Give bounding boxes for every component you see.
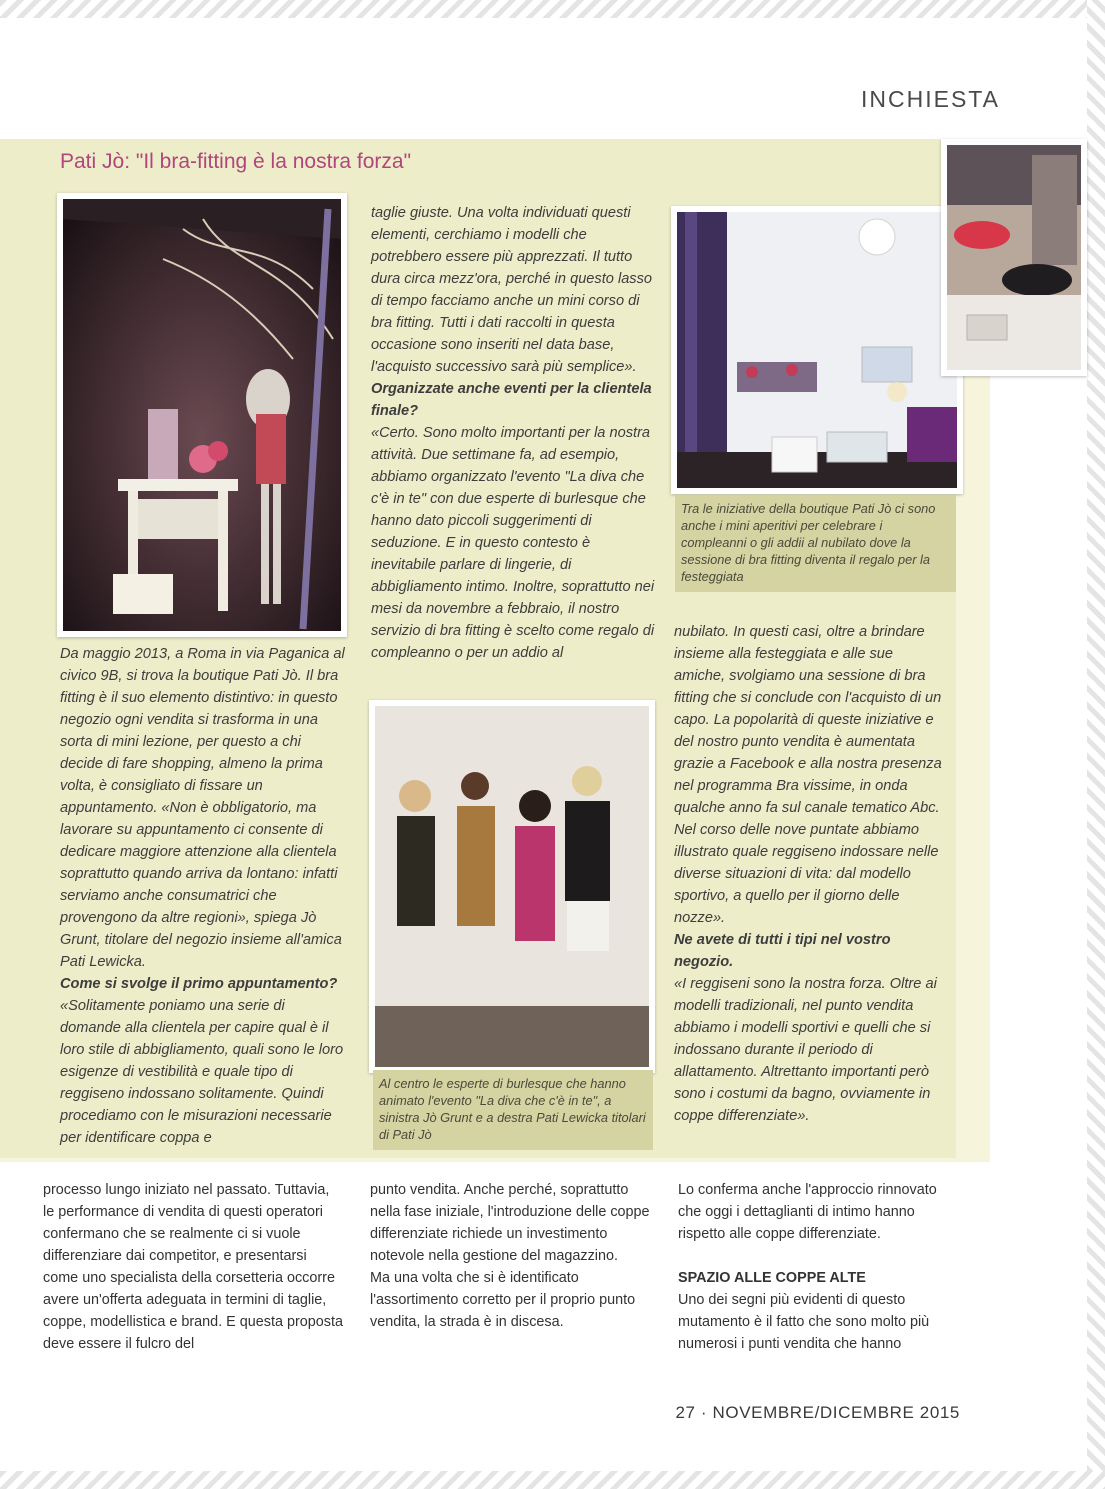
body-paragraph: Lo conferma anche l'approccio rinnovato che oggi i dettaglianti di intimo hanno rispetto alle coppe differenziate. [678, 1182, 937, 1242]
body-paragraph: Ma una volta che si è identificato l'assortimento corretto per il proprio punto vendita, la strada è in discesa. [370, 1270, 636, 1330]
article-question: Organizzate anche eventi per la clientela finale? [371, 381, 652, 419]
article-paragraph: nubilato. In questi casi, oltre a brindare insieme alla festeggiata e alle sue amiche, svolgiamo una sessione di bra fitting che si conclude con l'acquisto di un capo. La popolarità di queste iniziative e del nostro punto vendita è aumentata grazie a Facebook e alla nostra presenza nel programma Bra vissime, in onda qualche anno fa sul canale tematico Abc. Nel corso delle nove puntate abbiamo illustrato quale reggiseno indossare nelle diverse situazioni di vita: dal modello sportivo, a quello per il giorno delle nozze». [674, 624, 942, 926]
lingerie-detail-image [947, 145, 1081, 370]
article-question: Ne avete di tutti i tipi nel vostro negozio. [674, 932, 891, 970]
article-paragraph: Da maggio 2013, a Roma in via Paganica al civico 9B, si trova la boutique Pati Jò. Il bra fitting è il suo elemento distintivo: in questo negozio ogni vendita si trasforma in una sorta di mini lezione, per questo a chi decide di fare shopping, almeno la prima volta, è consigliato di fissare un appuntamento. «Non è obbligatorio, ma lavorare su appuntamento ci consente di dedicare maggiore attenzione alla clientela soprattutto quando arriva da lontano: infatti serviamo anche consumatrici che provengono da altre regioni», spiega Jò Grunt, titolare del negozio insieme all'amica Pati Lewicka. [60, 646, 345, 970]
article-column-3 [674, 621, 944, 1127]
right-border-stripes [1087, 0, 1105, 1489]
article-paragraph: «Certo. Sono molto importanti per la nostra attività. Due settimane fa, ad esempio, abbiamo organizzato l'evento "La diva che c'è in te" con due esperte di burlesque che hanno dato piccoli suggerimenti di seduzione. E in questo contesto è inevitabile parlare di lingerie, di abbigliamento intimo. Inoltre, soprattutto nei mesi da novembre a febbraio, il nostro servizio di bra fitting è scelto come regalo di compleanno o per un addio al [371, 425, 655, 661]
body-column-1 [43, 1179, 343, 1355]
section-label: INCHIESTA [861, 86, 1000, 112]
article-paragraph: «I reggiseni sono la nostra forza. Oltre ai modelli tradizionali, nel punto vendita abbiamo i modelli sportivi e quelli che si indossano durante il periodo di allattamento. Altrettanto importanti però sono i costumi da bagno, ovviamente in coppe differenziate». [674, 976, 937, 1124]
shop-window-image [63, 199, 341, 631]
burlesque-event-image [375, 706, 649, 1067]
article-column-2 [366, 202, 658, 664]
body-column-2 [370, 1179, 660, 1333]
article-paragraph: taglie giuste. Una volta individuati questi elementi, cerchiamo i modelli che potrebbero essere più apprezzati. Il tutto dura circa mezz'ora, perché in questo lasso di tempo facciamo anche un mini corso di bra fitting. Tutti i dati raccolti in questa occasione sono inseriti nel data base, l'acquisto successivo sarà più semplice». [371, 205, 653, 375]
sidebar-box-edge [956, 380, 990, 1162]
bottom-border-stripes [0, 1471, 1105, 1489]
article-title: Pati Jò: "Il bra-fitting è la nostra forza" [60, 150, 412, 173]
body-paragraph: punto vendita. Anche perché, soprattutto nella fase iniziale, l'introduzione delle coppe differenziate richiede un investimento notevole nella gestione del magazzino. [370, 1182, 650, 1264]
page-footer: 27 · NOVEMBRE/DICEMBRE 2015 [675, 1403, 960, 1422]
boutique-interior-photo [671, 206, 963, 494]
article-column-1 [60, 643, 347, 1149]
body-paragraph: processo lungo iniziato nel passato. Tuttavia, le performance di vendita di questi operatori confermano che se realmente ci si vuole differenziare dai competitor, e presentarsi come uno specialista della corsetteria occorre avere un'offerta adeguata in termini di taglie, coppe, modellistica e brand. E questa proposta deve essere il fulcro del [43, 1182, 343, 1352]
article-paragraph: «Solitamente poniamo una serie di domande alla clientela per capire qual è il loro stile di abbigliamento, quali sono le loro esigenze di vestibilità e quale tipo di reggiseno indossano solitamente. Quindi procediamo con le misurazioni necessarie per identificare coppa e [60, 998, 344, 1146]
top-border-stripes [0, 0, 1105, 18]
shop-window-photo [57, 193, 347, 637]
body-paragraph: Uno dei segni più evidenti di questo mutamento è il fatto che sono molto più numerosi i punti vendita che hanno [678, 1292, 930, 1352]
caption-boutique: Tra le iniziative della boutique Pati Jò ci sono anche i mini aperitivi per celebrare i compleanni o gli addii al nubilato dove la sessione di bra fitting diventa il regalo per la festeggiata [675, 495, 956, 592]
lingerie-detail-photo [941, 139, 1087, 376]
body-column-3 [678, 1179, 960, 1355]
burlesque-event-photo [369, 700, 655, 1073]
article-question: Come si svolge il primo appuntamento? [60, 976, 338, 992]
body-subheading: SPAZIO ALLE COPPE ALTE [678, 1270, 866, 1286]
boutique-interior-image [677, 212, 957, 488]
caption-burlesque: Al centro le esperte di burlesque che hanno animato l'evento "La diva che c'è in te", a sinistra Jò Grunt e a destra Pati Lewicka titolari di Pati Jò [373, 1070, 653, 1150]
